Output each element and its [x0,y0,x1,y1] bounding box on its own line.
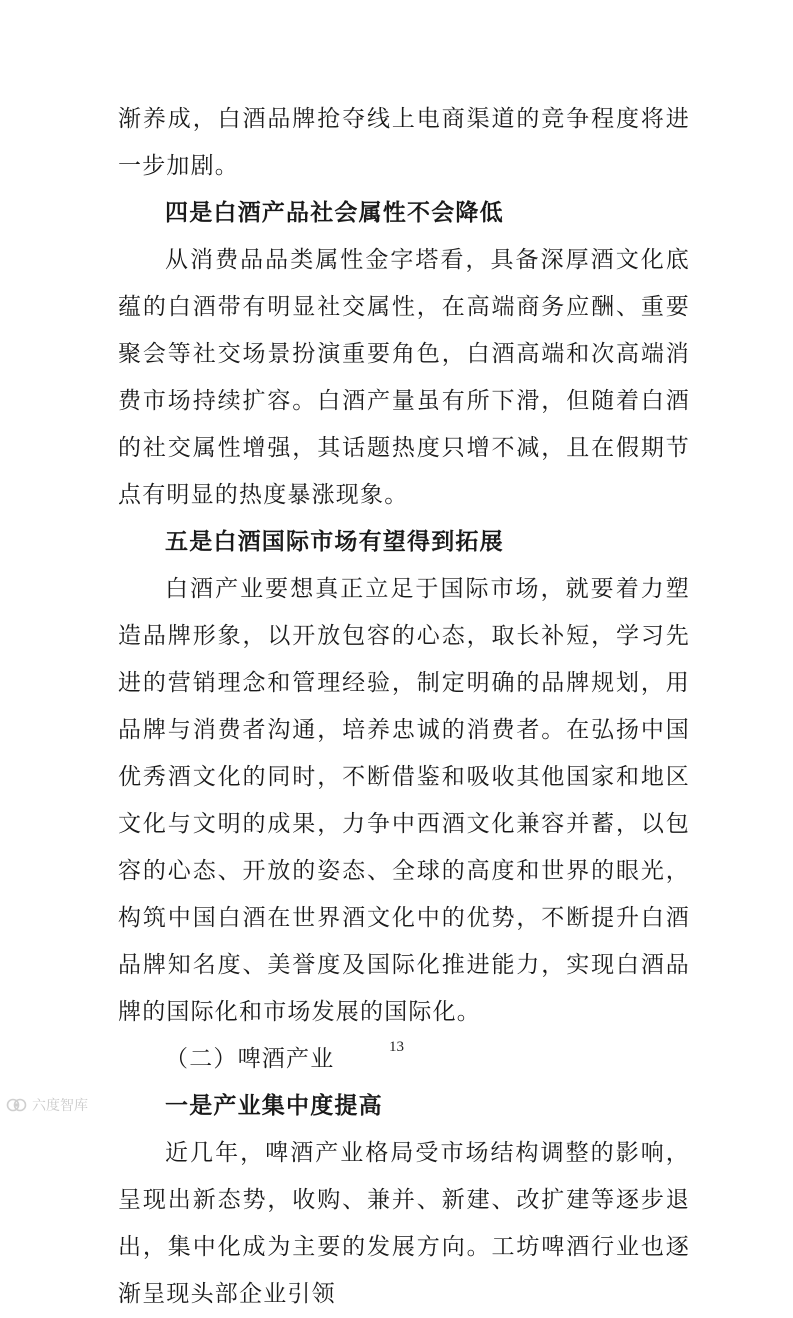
document-body [118,96,690,1318]
section-heading-5: 五是白酒国际市场有望得到拓展 [165,529,504,555]
page-number: 13 [389,1039,404,1055]
brand-logo-icon [6,1097,28,1113]
paragraph: 从消费品品类属性金字塔看，具备深厚酒文化底蕴的白酒带有明显社交属性，在高端商务应酬、重要聚会等社交场景扮演重要角色，白酒高端和次高端消费市场持续扩容。白酒产量虽有所下滑，但随着白酒的社交属性增强，其话题热度只增不减，且在假期节点有明显的热度暴涨现象。 [118,247,690,508]
watermark-text: 六度智库 [32,1098,88,1114]
subsection-title: （二）啤酒产业 [165,1046,335,1072]
section-heading-1: 一是产业集中度提高 [165,1093,383,1119]
section-heading-4: 四是白酒产品社会属性不会降低 [165,200,504,226]
watermark [6,1095,88,1115]
paragraph: 白酒产业要想真正立足于国际市场，就要着力塑造品牌形象，以开放包容的心态，取长补短，学习先进的营销理念和管理经验，制定明确的品牌规划，用品牌与消费者沟通，培养忠诚的消费者。在弘扬中国优秀酒文化的同时，不断借鉴和吸收其他国家和地区文化与文明的成果，力争中西酒文化兼容并蓄，以包容的心态、开放的姿态、全球的高度和世界的眼光，构筑中国白酒在世界酒文化中的优势，不断提升白酒品牌知名度、美誉度及国际化推进能力，实现白酒品牌的国际化和市场发展的国际化。 [118,576,690,1025]
paragraph: 近几年，啤酒产业格局受市场结构调整的影响，呈现出新态势，收购、兼并、新建、改扩建等逐步退出，集中化成为主要的发展方向。工坊啤酒行业也逐渐呈现头部企业引领 [118,1140,690,1307]
paragraph-continued: 渐养成，白酒品牌抢夺线上电商渠道的竞争程度将进一步加剧。 [118,106,690,179]
